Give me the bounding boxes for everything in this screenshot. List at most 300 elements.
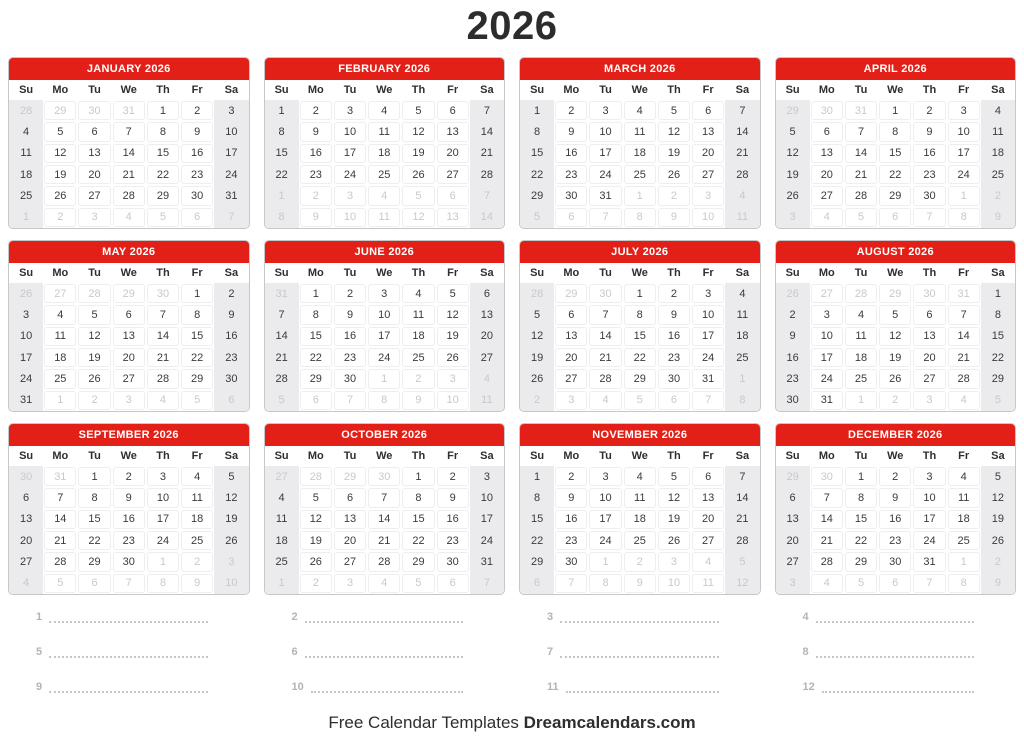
weekday-label: Th — [922, 84, 937, 96]
week-row — [520, 466, 760, 487]
week-row — [520, 100, 760, 121]
month-header: AUGUST 2026 — [776, 241, 1016, 263]
date-cell: 13 — [913, 327, 945, 346]
date-cell: 18 — [402, 327, 434, 346]
weekday-label: Tu — [343, 267, 357, 279]
date-cell: 2 — [658, 284, 690, 303]
date-cell: 15 — [78, 510, 110, 529]
weekday-label: Th — [667, 84, 681, 96]
week-row — [776, 551, 1016, 572]
week-row — [776, 207, 1016, 228]
date-cell: 11 — [725, 304, 759, 325]
date-cell: 17 — [470, 509, 504, 530]
date-cell: 6 — [437, 101, 469, 120]
date-cell: 29 — [181, 369, 213, 388]
date-cell-outside: 2 — [520, 390, 554, 411]
week-row — [9, 347, 249, 368]
date-cell: 23 — [214, 347, 248, 368]
date-cell: 11 — [368, 122, 400, 141]
date-cell: 24 — [9, 368, 43, 389]
week-row — [9, 573, 249, 594]
week-row — [776, 466, 1016, 487]
week-row — [9, 283, 249, 304]
weekday-label: Tu — [854, 267, 868, 279]
weekday-label: Su — [19, 84, 34, 96]
weekday-label: Fr — [191, 84, 203, 96]
weekday-label: Th — [667, 267, 681, 279]
date-cell-outside: 29 — [113, 284, 145, 303]
month-header: OCTOBER 2026 — [265, 424, 505, 446]
week-row — [265, 121, 505, 142]
date-cell: 28 — [725, 530, 759, 551]
date-cell: 11 — [981, 121, 1015, 142]
date-cell-outside: 4 — [470, 368, 504, 389]
date-cell-outside: 1 — [9, 207, 43, 228]
date-cell: 24 — [948, 165, 980, 184]
date-cell: 3 — [948, 101, 980, 120]
week-row — [9, 326, 249, 347]
date-cell: 1 — [520, 100, 554, 121]
date-cell: 5 — [437, 284, 469, 303]
date-cell: 13 — [811, 144, 843, 163]
date-cell: 31 — [692, 369, 724, 388]
date-cell: 28 — [147, 369, 179, 388]
date-cell: 29 — [300, 369, 332, 388]
date-cell: 10 — [368, 305, 400, 324]
date-cell: 12 — [981, 487, 1015, 508]
date-cell-outside: 9 — [300, 208, 332, 227]
month-dates — [520, 100, 760, 228]
date-cell: 6 — [776, 487, 810, 508]
date-cell-outside: 4 — [811, 574, 843, 593]
date-cell: 30 — [437, 552, 469, 571]
date-cell: 17 — [589, 510, 621, 529]
date-cell: 8 — [981, 304, 1015, 325]
week-row — [265, 304, 505, 325]
weekday-label: Sa — [480, 450, 494, 462]
weekday-row — [265, 263, 505, 283]
week-row — [9, 207, 249, 228]
date-cell: 4 — [368, 101, 400, 120]
date-cell: 3 — [589, 101, 621, 120]
date-cell: 12 — [300, 510, 332, 529]
date-cell: 18 — [265, 530, 299, 551]
date-cell: 21 — [368, 531, 400, 550]
weekday-label: Mo — [818, 450, 835, 462]
date-cell: 22 — [78, 531, 110, 550]
date-cell: 12 — [776, 143, 810, 164]
notes-line — [519, 609, 761, 623]
month-header: FEBRUARY 2026 — [265, 58, 505, 80]
date-cell: 10 — [811, 327, 843, 346]
date-cell: 6 — [9, 487, 43, 508]
date-cell: 17 — [334, 144, 366, 163]
date-cell-outside: 7 — [913, 208, 945, 227]
date-cell: 9 — [658, 305, 690, 324]
date-cell-outside: 5 — [845, 574, 877, 593]
date-cell-outside: 8 — [265, 207, 299, 228]
weekday-label: Tu — [599, 450, 612, 462]
weekday-label: Su — [785, 267, 800, 279]
notes-line-number: 7 — [547, 646, 554, 658]
week-row — [520, 283, 760, 304]
notes-line-number: 11 — [547, 681, 559, 693]
weekday-label: Th — [156, 84, 170, 96]
date-cell: 14 — [470, 121, 504, 142]
date-cell: 2 — [555, 101, 587, 120]
date-cell: 25 — [265, 551, 299, 572]
date-cell: 28 — [44, 552, 76, 571]
date-cell: 13 — [470, 304, 504, 325]
date-cell-outside: 30 — [368, 467, 400, 486]
date-cell: 17 — [9, 347, 43, 368]
weekday-row — [9, 446, 249, 466]
notes-dotted-line — [49, 611, 207, 623]
week-row — [9, 121, 249, 142]
date-cell-outside: 2 — [879, 391, 911, 410]
date-cell-outside: 5 — [402, 574, 434, 593]
weekday-row — [265, 80, 505, 100]
week-row — [265, 487, 505, 508]
date-cell: 28 — [589, 369, 621, 388]
date-cell-outside: 28 — [9, 100, 43, 121]
date-cell-outside: 3 — [78, 208, 110, 227]
date-cell: 26 — [658, 531, 690, 550]
month-header: SEPTEMBER 2026 — [9, 424, 249, 446]
date-cell: 15 — [845, 510, 877, 529]
weekday-label: Th — [667, 450, 681, 462]
date-cell: 3 — [470, 466, 504, 487]
date-cell-outside: 6 — [879, 208, 911, 227]
date-cell: 15 — [981, 326, 1015, 347]
weekday-row — [520, 80, 760, 100]
date-cell: 24 — [589, 531, 621, 550]
weekday-label: We — [887, 267, 904, 279]
date-cell-outside: 8 — [948, 208, 980, 227]
date-cell: 1 — [78, 467, 110, 486]
date-cell: 23 — [181, 165, 213, 184]
month-card — [8, 57, 250, 229]
week-row — [520, 185, 760, 206]
date-cell-outside: 4 — [811, 208, 843, 227]
date-cell: 15 — [265, 143, 299, 164]
weekday-row — [9, 263, 249, 283]
date-cell-outside: 29 — [334, 467, 366, 486]
date-cell-outside: 5 — [845, 208, 877, 227]
weekday-label: Su — [530, 84, 545, 96]
date-cell: 29 — [147, 186, 179, 205]
date-cell: 31 — [9, 390, 43, 411]
date-cell: 15 — [879, 144, 911, 163]
date-cell: 11 — [181, 488, 213, 507]
weekday-label: We — [120, 84, 137, 96]
date-cell: 4 — [624, 101, 656, 120]
date-cell: 21 — [845, 165, 877, 184]
date-cell: 8 — [147, 122, 179, 141]
date-cell-outside: 8 — [589, 574, 621, 593]
date-cell-outside: 1 — [725, 368, 759, 389]
date-cell: 9 — [113, 488, 145, 507]
notes-line — [264, 609, 506, 623]
weekday-row — [776, 263, 1016, 283]
date-cell-outside: 31 — [845, 101, 877, 120]
date-cell: 3 — [214, 100, 248, 121]
date-cell: 14 — [845, 144, 877, 163]
date-cell: 27 — [78, 186, 110, 205]
notes-line — [775, 679, 1017, 693]
week-row — [265, 368, 505, 389]
weekday-label: Th — [922, 267, 937, 279]
month-header: DECEMBER 2026 — [776, 424, 1016, 446]
date-cell-outside: 6 — [555, 208, 587, 227]
date-cell: 25 — [624, 531, 656, 550]
date-cell: 15 — [520, 509, 554, 530]
date-cell: 31 — [811, 391, 843, 410]
weekday-label: We — [376, 450, 393, 462]
month-dates — [776, 466, 1016, 594]
week-row — [776, 487, 1016, 508]
date-cell: 11 — [265, 509, 299, 530]
date-cell: 9 — [776, 326, 810, 347]
date-cell-outside: 2 — [402, 369, 434, 388]
date-cell: 19 — [402, 144, 434, 163]
date-cell-outside: 6 — [437, 574, 469, 593]
date-cell: 15 — [520, 143, 554, 164]
date-cell: 10 — [470, 487, 504, 508]
date-cell: 7 — [147, 305, 179, 324]
date-cell: 10 — [913, 488, 945, 507]
weekday-label: Tu — [854, 450, 868, 462]
date-cell: 6 — [913, 305, 945, 324]
date-cell: 3 — [368, 284, 400, 303]
date-cell-outside: 3 — [776, 573, 810, 594]
date-cell: 14 — [265, 326, 299, 347]
date-cell: 2 — [214, 283, 248, 304]
weekday-label: Sa — [991, 84, 1005, 96]
weekday-label: We — [887, 84, 904, 96]
date-cell: 27 — [470, 347, 504, 368]
date-cell-outside: 10 — [437, 391, 469, 410]
date-cell-outside: 6 — [181, 208, 213, 227]
date-cell: 31 — [470, 551, 504, 572]
date-cell: 9 — [300, 122, 332, 141]
notes-dotted-line — [49, 681, 207, 693]
date-cell: 6 — [692, 467, 724, 486]
date-cell: 29 — [981, 368, 1015, 389]
date-cell: 17 — [913, 510, 945, 529]
date-cell: 16 — [214, 326, 248, 347]
date-cell: 16 — [555, 510, 587, 529]
date-cell-outside: 31 — [113, 101, 145, 120]
weekday-label: Tu — [599, 84, 612, 96]
date-cell-outside: 6 — [520, 573, 554, 594]
weekday-label: Su — [274, 450, 289, 462]
weekday-label: Fr — [958, 84, 970, 96]
date-cell: 18 — [44, 348, 76, 367]
month-card — [775, 57, 1017, 229]
date-cell: 25 — [9, 185, 43, 206]
footer-brand: Dreamcalendars.com — [523, 713, 696, 732]
date-cell-outside: 1 — [948, 552, 980, 571]
date-cell-outside: 9 — [402, 391, 434, 410]
notes-dotted-line — [816, 611, 974, 623]
notes-line — [519, 679, 761, 693]
date-cell: 1 — [845, 467, 877, 486]
date-cell-outside: 9 — [624, 574, 656, 593]
date-cell-outside: 9 — [181, 574, 213, 593]
date-cell: 29 — [402, 552, 434, 571]
date-cell-outside: 2 — [181, 552, 213, 571]
date-cell: 7 — [725, 466, 759, 487]
date-cell-outside: 3 — [214, 551, 248, 572]
date-cell: 16 — [913, 144, 945, 163]
date-cell: 4 — [624, 467, 656, 486]
date-cell: 23 — [776, 368, 810, 389]
month-card — [519, 240, 761, 412]
date-cell: 27 — [692, 531, 724, 550]
date-cell: 14 — [368, 510, 400, 529]
date-cell: 4 — [725, 283, 759, 304]
date-cell: 23 — [879, 531, 911, 550]
date-cell-outside: 4 — [948, 391, 980, 410]
weekday-label: Sa — [224, 267, 239, 279]
date-cell: 24 — [368, 348, 400, 367]
week-row — [776, 530, 1016, 551]
date-cell: 13 — [437, 122, 469, 141]
date-cell: 14 — [948, 327, 980, 346]
weekday-label: Sa — [224, 450, 239, 462]
weekday-label: Tu — [599, 267, 612, 279]
date-cell: 16 — [879, 510, 911, 529]
date-cell: 3 — [589, 467, 621, 486]
date-cell: 28 — [470, 164, 504, 185]
date-cell: 14 — [725, 121, 759, 142]
date-cell: 7 — [811, 488, 843, 507]
weekday-label: Su — [274, 84, 289, 96]
month-dates — [265, 466, 505, 594]
date-cell: 20 — [470, 326, 504, 347]
date-cell: 20 — [9, 530, 43, 551]
date-cell: 21 — [589, 348, 621, 367]
date-cell: 7 — [470, 100, 504, 121]
month-card — [775, 423, 1017, 595]
date-cell: 18 — [725, 326, 759, 347]
notes-dotted-line — [822, 681, 974, 693]
week-row — [9, 185, 249, 206]
date-cell: 5 — [520, 304, 554, 325]
month-dates — [9, 100, 249, 228]
date-cell-outside: 12 — [725, 573, 759, 594]
week-row — [776, 283, 1016, 304]
date-cell: 8 — [520, 487, 554, 508]
week-row — [265, 551, 505, 572]
date-cell: 1 — [265, 100, 299, 121]
date-cell: 2 — [437, 467, 469, 486]
date-cell: 3 — [9, 304, 43, 325]
date-cell: 30 — [555, 552, 587, 571]
date-cell: 5 — [658, 467, 690, 486]
date-cell: 30 — [555, 186, 587, 205]
date-cell-outside: 3 — [113, 391, 145, 410]
date-cell-outside: 11 — [368, 208, 400, 227]
date-cell: 27 — [811, 186, 843, 205]
weekday-label: Th — [411, 267, 426, 279]
weekday-label: We — [631, 450, 648, 462]
month-card — [8, 423, 250, 595]
date-cell: 9 — [437, 488, 469, 507]
weekday-label: Mo — [307, 450, 324, 462]
date-cell: 7 — [265, 304, 299, 325]
date-cell: 10 — [948, 122, 980, 141]
weekday-label: Fr — [447, 267, 459, 279]
month-dates — [520, 283, 760, 411]
weekday-label: Fr — [702, 450, 714, 462]
date-cell: 21 — [44, 531, 76, 550]
date-cell: 7 — [948, 305, 980, 324]
notes-line — [8, 679, 250, 693]
date-cell: 2 — [879, 467, 911, 486]
date-cell: 6 — [811, 122, 843, 141]
date-cell: 27 — [913, 369, 945, 388]
date-cell: 2 — [555, 467, 587, 486]
date-cell: 5 — [44, 122, 76, 141]
date-cell: 1 — [181, 284, 213, 303]
date-cell-outside: 28 — [845, 284, 877, 303]
weekday-label: Fr — [447, 84, 459, 96]
date-cell: 20 — [113, 348, 145, 367]
weekday-label: We — [887, 450, 904, 462]
date-cell: 22 — [845, 531, 877, 550]
date-cell: 5 — [214, 466, 248, 487]
date-cell: 9 — [879, 488, 911, 507]
date-cell-outside: 2 — [300, 574, 332, 593]
date-cell-outside: 5 — [265, 390, 299, 411]
weekday-label: Th — [411, 450, 426, 462]
date-cell: 31 — [214, 185, 248, 206]
week-row — [265, 509, 505, 530]
date-cell: 21 — [265, 347, 299, 368]
date-cell: 3 — [913, 467, 945, 486]
date-cell: 26 — [437, 348, 469, 367]
date-cell-outside: 5 — [181, 391, 213, 410]
date-cell: 19 — [437, 327, 469, 346]
date-cell: 7 — [589, 305, 621, 324]
date-cell: 24 — [913, 531, 945, 550]
month-header: MARCH 2026 — [520, 58, 760, 80]
date-cell: 8 — [181, 305, 213, 324]
date-cell-outside: 7 — [913, 574, 945, 593]
date-cell: 22 — [520, 164, 554, 185]
month-card — [264, 57, 506, 229]
date-cell: 25 — [402, 348, 434, 367]
date-cell: 31 — [913, 552, 945, 571]
date-cell-outside: 4 — [147, 391, 179, 410]
date-cell-outside: 5 — [402, 186, 434, 205]
date-cell: 17 — [948, 144, 980, 163]
date-cell: 22 — [181, 348, 213, 367]
date-cell-outside: 4 — [9, 573, 43, 594]
date-cell: 8 — [300, 305, 332, 324]
date-cell: 18 — [981, 143, 1015, 164]
date-cell-outside: 27 — [44, 284, 76, 303]
weekday-label: We — [120, 267, 137, 279]
notes-dotted-line — [305, 646, 463, 658]
date-cell: 23 — [913, 165, 945, 184]
month-header: NOVEMBER 2026 — [520, 424, 760, 446]
weekday-label: Sa — [735, 84, 750, 96]
week-row — [776, 304, 1016, 325]
date-cell-outside: 28 — [78, 284, 110, 303]
